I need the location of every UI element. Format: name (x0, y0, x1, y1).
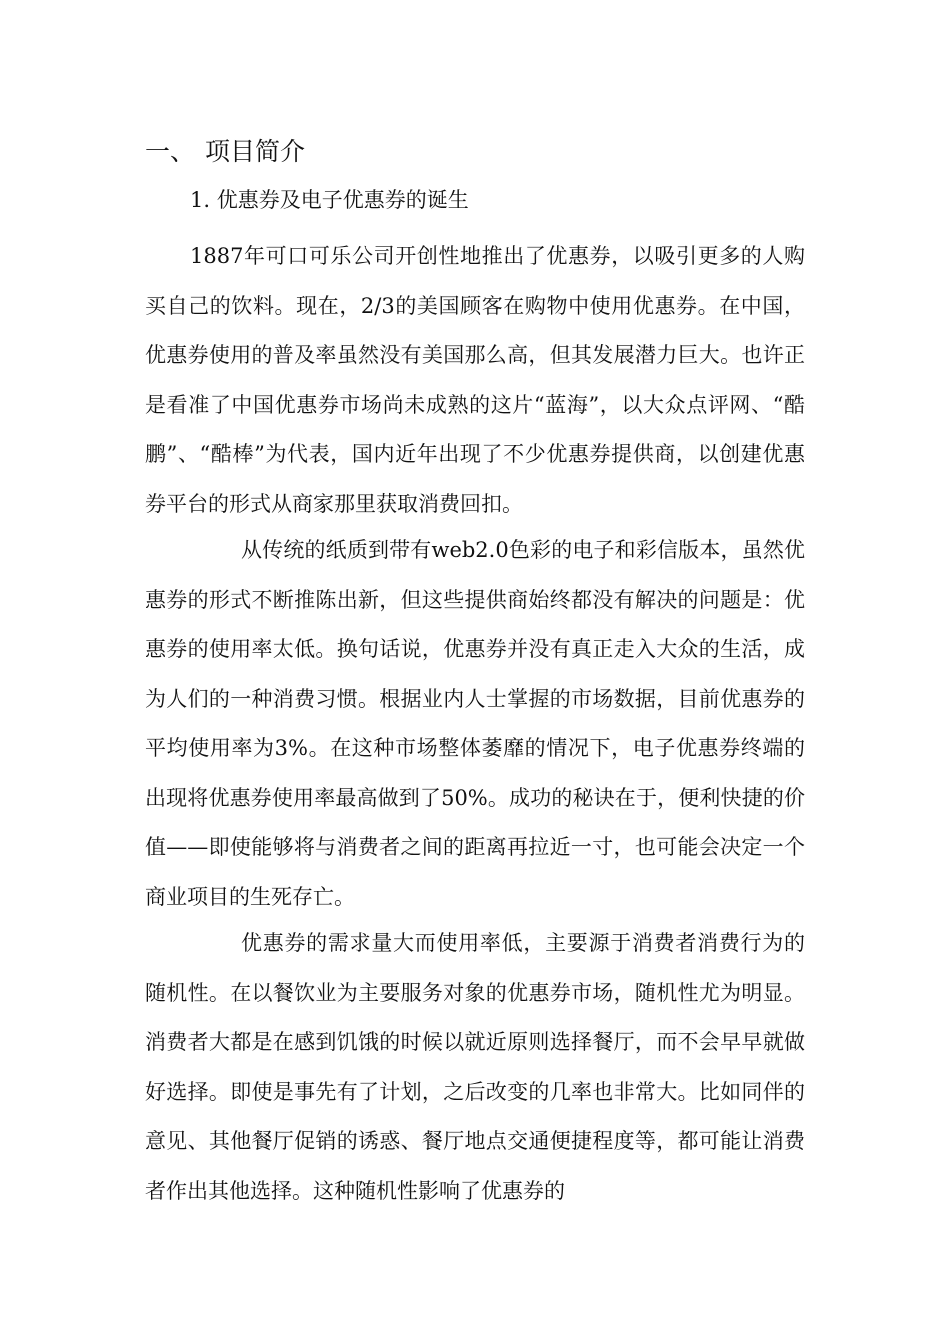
paragraph-3: 优惠券的需求量大而使用率低，主要源于消费者消费行为的随机性。在以餐饮业为主要服务对象的优惠券市场，随机性尤为明显。消费者大都是在感到饥饿的时候以就近原则选择餐厅，而不会早早就做好选择。即使是事先有了计划，之后改变的几率也非常大。比如同伴的意见、其他餐厅促销的诱惑、餐厅地点交通便捷程度等，都可能让消费者作出其他选择。这种随机性影响了优惠券的 (145, 931, 805, 1203)
section-number: 一、 (145, 137, 196, 166)
paragraph-1: 1887年可口可乐公司开创性地推出了优惠券，以吸引更多的人购买自己的饮料。现在，2/3的美国顾客在购物中使用优惠券。在中国，优惠券使用的普及率虽然没有美国那么高，但其发展潜力巨大。也许正是看准了中国优惠券市场尚未成熟的这片“蓝海”，以大众点评网、“酷鹏”、“酷棒”为代表，国内近年出现了不少优惠券提供商，以创建优惠券平台的形式从商家那里获取消费回扣。 (145, 244, 805, 516)
subsection-heading: 1. 优惠券及电子优惠券的诞生 (190, 188, 469, 212)
section-heading (145, 136, 305, 168)
section-title: 项目简介 (205, 137, 306, 166)
paragraph-2: 从传统的纸质到带有web2.0色彩的电子和彩信版本，虽然优惠券的形式不断推陈出新，但这些提供商始终都没有解决的问题是：优惠券的使用率太低。换句话说，优惠券并没有真正走入大众的生活，成为人们的一种消费习惯。根据业内人士掌握的市场数据，目前优惠券的平均使用率为3%。在这种市场整体萎靡的情况下，电子优惠券终端的出现将优惠券使用率最高做到了50%。成功的秘诀在于，便利快捷的价值——即使能够将与消费者之间的距离再拉近一寸，也可能会决定一个商业项目的生死存亡。 (145, 538, 805, 909)
